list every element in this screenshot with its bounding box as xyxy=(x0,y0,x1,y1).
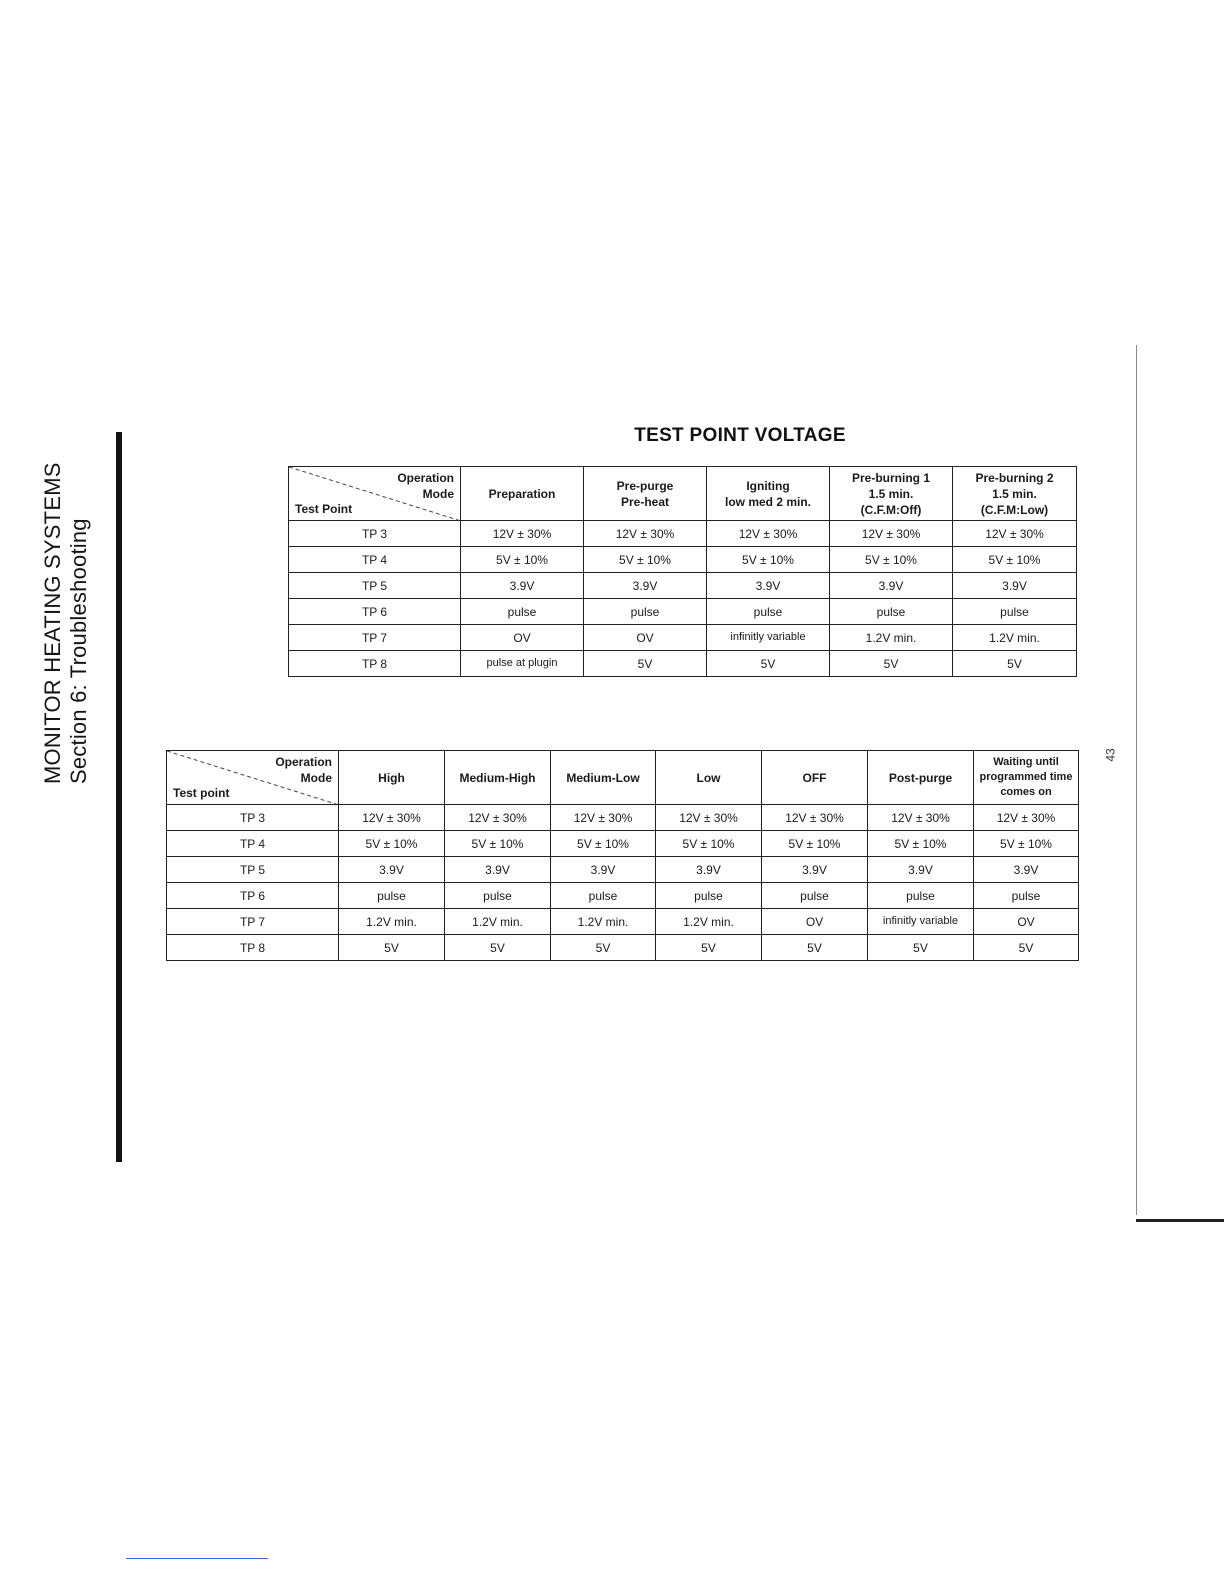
header-line: High xyxy=(378,770,405,785)
table-cell: pulse xyxy=(830,599,953,625)
row-label: TP 7 xyxy=(289,625,461,651)
table-cell: 12V ± 30% xyxy=(953,521,1077,547)
table-cell: 1.2V min. xyxy=(656,909,762,935)
row-label: TP 8 xyxy=(289,651,461,677)
table-row xyxy=(167,883,1079,909)
table-cell: 5V xyxy=(974,935,1079,961)
table-cell: 1.2V min. xyxy=(445,909,551,935)
table-cell: 5V ± 10% xyxy=(656,831,762,857)
table-cell: 5V ± 10% xyxy=(445,831,551,857)
table2-col-header xyxy=(868,751,974,805)
table-cell: 5V ± 10% xyxy=(974,831,1079,857)
row-label: TP 7 xyxy=(167,909,339,935)
header-line: Pre-purge xyxy=(616,478,674,493)
header-line: 1.5 min. xyxy=(868,486,914,501)
table-cell: 12V ± 30% xyxy=(551,805,656,831)
header-line: Waiting until xyxy=(993,756,1059,768)
table-cell: OV xyxy=(584,625,707,651)
table1-header-row xyxy=(289,467,1077,521)
header-line: Medium-High xyxy=(459,770,536,785)
table-row xyxy=(167,909,1079,935)
table-cell: 5V xyxy=(551,935,656,961)
header-line: OFF xyxy=(802,770,827,785)
table-cell: 3.9V xyxy=(762,857,868,883)
header-line: Preparation xyxy=(488,486,556,501)
side-heading xyxy=(40,462,92,784)
margin-bar xyxy=(116,432,122,1162)
table-cell: 5V ± 10% xyxy=(707,547,830,573)
table2-col-header xyxy=(339,751,445,805)
table-cell: 3.9V xyxy=(445,857,551,883)
row-label: TP 3 xyxy=(167,805,339,831)
row-label: TP 5 xyxy=(289,573,461,599)
row-label: TP 4 xyxy=(289,547,461,573)
table1-col-header xyxy=(830,467,953,521)
table-cell: 1.2V min. xyxy=(830,625,953,651)
table-row xyxy=(167,935,1079,961)
table-cell: 12V ± 30% xyxy=(707,521,830,547)
header-line: Post-purge xyxy=(888,770,953,785)
table-cell: 1.2V min. xyxy=(551,909,656,935)
table-cell: pulse xyxy=(339,883,445,909)
side-heading-section: Section 6: Troubleshooting xyxy=(66,518,91,784)
row-label: TP 5 xyxy=(167,857,339,883)
table-cell: 3.9V xyxy=(707,573,830,599)
table2-header-row xyxy=(167,751,1079,805)
table-cell: 5V xyxy=(707,651,830,677)
table-cell: pulse xyxy=(953,599,1077,625)
table-cell: OV xyxy=(762,909,868,935)
table-cell: OV xyxy=(461,625,584,651)
table-row xyxy=(289,521,1077,547)
table-cell: 1.2V min. xyxy=(339,909,445,935)
table-cell: 3.9V xyxy=(551,857,656,883)
header-line: Low xyxy=(696,770,721,785)
row-label: TP 4 xyxy=(167,831,339,857)
table-cell: 12V ± 30% xyxy=(461,521,584,547)
header-line: low med 2 min. xyxy=(724,494,811,509)
page-title: TEST POINT VOLTAGE xyxy=(634,425,846,446)
table-cell: 3.9V xyxy=(953,573,1077,599)
header-line: (C.F.M:Off) xyxy=(860,502,922,517)
header-line: (C.F.M:Low) xyxy=(980,502,1049,517)
table-cell: 3.9V xyxy=(974,857,1079,883)
table-row xyxy=(167,857,1079,883)
corner-mode-label: Mode xyxy=(422,487,454,501)
table-cell: pulse xyxy=(584,599,707,625)
table-cell: pulse xyxy=(707,599,830,625)
table2-col-header xyxy=(974,751,1079,805)
header-line: Medium-Low xyxy=(566,770,640,785)
table-cell: 1.2V min. xyxy=(953,625,1077,651)
table-cell: 5V ± 10% xyxy=(584,547,707,573)
table-cell: 5V xyxy=(868,935,974,961)
table-cell: 5V ± 10% xyxy=(339,831,445,857)
table2-corner-operation xyxy=(275,754,332,786)
table-cell: 12V ± 30% xyxy=(656,805,762,831)
test-point-table-2 xyxy=(166,750,1079,961)
table-cell: 5V ± 10% xyxy=(830,547,953,573)
table-row xyxy=(167,831,1079,857)
corner-operation-label: Operation xyxy=(275,755,332,769)
corner-mode-label: Mode xyxy=(300,771,332,785)
corner-test-point-label: Test Point xyxy=(295,502,353,516)
table-cell: 5V ± 10% xyxy=(762,831,868,857)
table-row xyxy=(167,805,1079,831)
table-row xyxy=(289,625,1077,651)
header-line: Igniting xyxy=(746,478,790,493)
table-cell: 12V ± 30% xyxy=(445,805,551,831)
table-cell: 3.9V xyxy=(656,857,762,883)
table1-corner-cell xyxy=(289,467,461,521)
test-point-table-1 xyxy=(288,466,1077,677)
table2-col-header xyxy=(656,751,762,805)
table-cell: 3.9V xyxy=(461,573,584,599)
table-cell: 12V ± 30% xyxy=(830,521,953,547)
page-number: 43 xyxy=(1103,748,1118,762)
bottom-rule xyxy=(126,1558,268,1559)
table-cell: pulse xyxy=(762,883,868,909)
row-label: TP 3 xyxy=(289,521,461,547)
header-line: comes on xyxy=(1000,786,1052,798)
table-cell: 3.9V xyxy=(830,573,953,599)
table-row xyxy=(289,599,1077,625)
table-cell: 5V ± 10% xyxy=(551,831,656,857)
table-row xyxy=(289,547,1077,573)
corner-test-point-label: Test point xyxy=(173,786,230,800)
table-cell: 5V xyxy=(656,935,762,961)
table-cell: 12V ± 30% xyxy=(339,805,445,831)
table1-col-header xyxy=(584,467,707,521)
table2-col-header xyxy=(445,751,551,805)
table-cell: 12V ± 30% xyxy=(762,805,868,831)
table-cell: 3.9V xyxy=(339,857,445,883)
header-line: 1.5 min. xyxy=(992,486,1037,501)
table-cell: 5V xyxy=(830,651,953,677)
table-cell: infinitly variable xyxy=(868,909,974,935)
table2-corner-cell xyxy=(167,751,339,805)
row-label: TP 6 xyxy=(289,599,461,625)
table-cell: pulse xyxy=(974,883,1079,909)
table-cell: 3.9V xyxy=(868,857,974,883)
table1-col-header xyxy=(707,467,830,521)
table-cell: 5V ± 10% xyxy=(953,547,1077,573)
right-margin-tab xyxy=(1136,1219,1224,1222)
row-label: TP 8 xyxy=(167,935,339,961)
table-cell: 5V xyxy=(584,651,707,677)
table-cell: pulse xyxy=(656,883,762,909)
table-cell: 5V ± 10% xyxy=(461,547,584,573)
table-cell: pulse xyxy=(445,883,551,909)
table2-col-header xyxy=(551,751,656,805)
table-cell: pulse xyxy=(461,599,584,625)
table-cell: 5V xyxy=(762,935,868,961)
table-cell: 5V xyxy=(445,935,551,961)
table-row xyxy=(289,651,1077,677)
table-cell: 12V ± 30% xyxy=(584,521,707,547)
table1-col-header xyxy=(461,467,584,521)
header-line: Pre-burning 2 xyxy=(975,470,1054,485)
table-cell: 12V ± 30% xyxy=(868,805,974,831)
table-cell: 5V xyxy=(339,935,445,961)
table1-col-header xyxy=(953,467,1077,521)
table-cell: 12V ± 30% xyxy=(974,805,1079,831)
table-cell: OV xyxy=(974,909,1079,935)
table-cell: infinitly variable xyxy=(707,625,830,651)
table-cell: 3.9V xyxy=(584,573,707,599)
table-cell: pulse xyxy=(868,883,974,909)
table-cell: pulse at plugin xyxy=(461,651,584,677)
table-row xyxy=(289,573,1077,599)
side-heading-title: MONITOR HEATING SYSTEMS xyxy=(40,462,65,784)
corner-operation-label: Operation xyxy=(397,471,454,485)
table-cell: pulse xyxy=(551,883,656,909)
table-cell: 5V ± 10% xyxy=(868,831,974,857)
table2-col-header xyxy=(762,751,868,805)
header-line: Pre-burning 1 xyxy=(851,470,930,485)
header-line: programmed time xyxy=(979,771,1073,783)
right-margin-rule xyxy=(1136,345,1137,1215)
table-cell: 5V xyxy=(953,651,1077,677)
table1-corner-operation xyxy=(397,470,454,502)
row-label: TP 6 xyxy=(167,883,339,909)
header-line: Pre-heat xyxy=(620,494,670,509)
